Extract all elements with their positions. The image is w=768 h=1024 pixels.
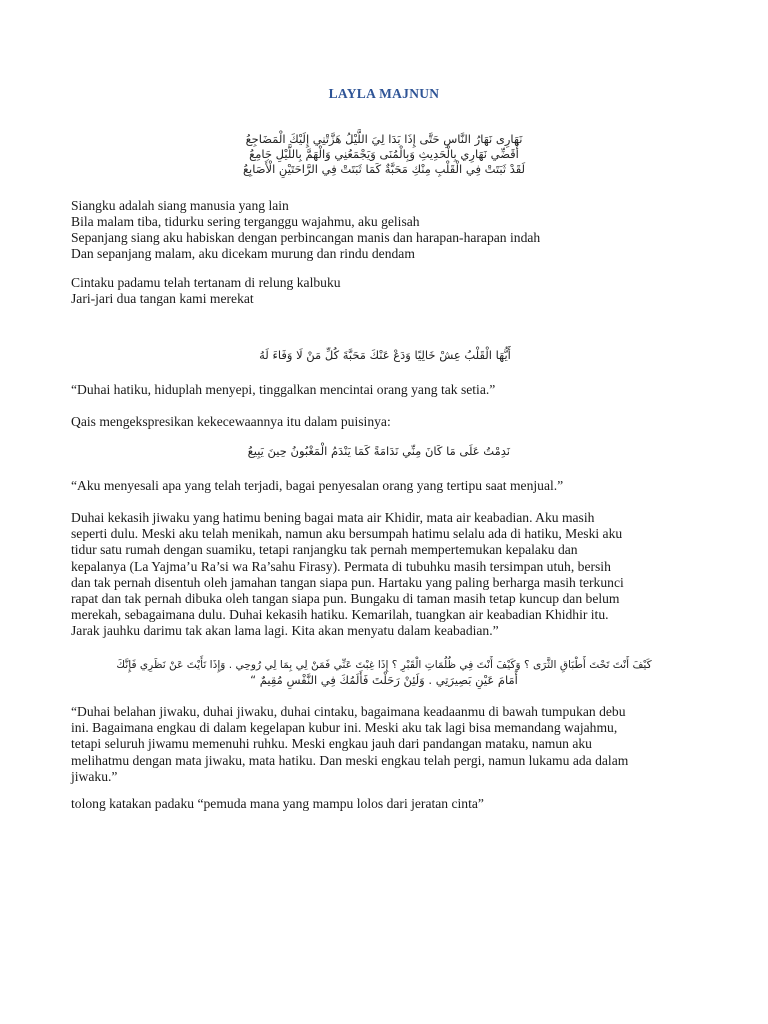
arabic-verse-3: نَدِمْتُ عَلَى مَا كَانَ مِنِّي نَدَامَةً كَمَا يَنْدَمُ الْمَغْبُونُ حِينَ يَبِيعُ [247,444,510,458]
document-title: LAYLA MAJNUN [328,86,440,101]
arabic-verse-4 [68,658,700,688]
translation-1: “Duhai hatiku, hiduplah menyepi, tinggalkan mencintai orang yang tak setia.” [71,382,496,397]
stanza-1 [71,198,711,262]
paragraph-line: Duhai kekasih jiwaku yang hatimu bening bagai mata air Khidir, mata air keabadian. Aku masih [71,510,595,525]
paragraph-line: seperti dulu. Meski aku telah menikah, namun aku bersumpah hatimu selalu ada di hatiku, Meski aku [71,526,623,542]
stanza-line: Siangku adalah siang manusia yang lain [71,198,289,213]
stanza-2 [71,275,711,307]
stanza-line: Bila malam tiba, tidurku sering terganggu wajahmu, aku gelisah [71,214,420,229]
paragraph-line: merekah, sebagaimana dulu. Duhai kekasih hatiku. Kemarilah, tuangkan air keabadian Khidhir itu. [71,607,609,623]
arabic-verse-line: كَيْفَ أَنْتَ تَحْتَ أَطْبَاقِ الثَّرَى ؟ وَكَيْفَ أَنْتَ فِي ظُلُمَاتِ الْقَبْرِ ؟ إِذَا غِبْتَ عَنِّي فَمَنْ لِي بِمَا لِي رُوحِي . وَإِذَا نَأَيْتَ عَنْ نَظَرِي فَإِنَّكَ [116,659,652,671]
paragraph-line: kepalanya (La Yajma’u Ra’si wa Ra’sahu Firasy). Permata di tubuhku masih tersimpan utuh, bersih [71,558,611,574]
paragraph-line: dan tak pernah disentuh oleh jamahan tangan siapa pun. Hartaku yang paling berharga masih terkunci [71,574,624,590]
qais-intro: Qais mengekspresikan kekecewaannya itu dalam puisinya: [71,414,391,429]
paragraph-line: tidur satu rumah dengan suamiku, tetapi ranjangku tak pernah mempertemukan kepalaku dan [71,542,578,558]
paragraph-line: melihatmu dengan mata jiwaku, mata hatiku. Dan meski engkau telah pergi, namun lukamu ada dalam [71,752,629,768]
arabic-verse-2: أَيُّهَا الْقَلْبُ عِشْ خَالِيًا وَدَعْ عَنْكَ مَحَبَّةَ كُلِّ مَنْ لَا وَفَاءَ لَهُ [259,348,511,362]
paragraph-line: “Duhai belahan jiwaku, duhai jiwaku, duhai cintaku, bagaimana keadaanmu di bawah tumpukan debu [71,704,626,719]
paragraph-1 [71,510,719,640]
arabic-verse-line: أَمَامَ عَيْنِ بَصِيرَتِي . وَلَئِنْ رَحَلْتَ فَأَلَمُكَ فِي النَّفْسِ مُقِيمٌ “ [250,673,518,687]
arabic-verse-line: نَهَارِى نَهَارُ النَّاسِ حَتَّى إِذَا بَدَا لِيَ اللَّيْلُ هَزَّتْنِي إِلَيْكَ الْمَضَاجِعُ [245,132,523,146]
paragraph-line: rapat dan tak pernah dibuka oleh tangan siapa pun. Bungaku di taman masih tetap kuncup dan belum [71,591,620,607]
paragraph-line: tetapi seluruh jiwamu memenuhi ruhku. Meski engkau jauh dari pandangan mataku, namun aku [71,736,592,752]
paragraph-line: jiwaku.” [71,768,118,784]
stanza-line: Cintaku padamu telah tertanam di relung kalbuku [71,275,341,290]
stanza-line: Sepanjang siang aku habiskan dengan perbincangan manis dan harapan-harapan indah [71,230,541,245]
translation-2: “Aku menyesali apa yang telah terjadi, bagai penyesalan orang yang tertipu saat menjual.” [71,478,564,493]
stanza-line: Dan sepanjang malam, aku dicekam murung dan rindu dendam [71,246,415,261]
stanza-line: Jari-jari dua tangan kami merekat [71,291,254,306]
paragraph-line: Jarak jauhku darimu tak akan lama lagi. Kita akan menyatu dalam keabadian.” [71,623,499,639]
arabic-verse-line: أُقَضِّي نَهَارِي بِالْحَدِيثِ وَبِالْمُنَى وَيَجْمَعُنِي وَالْهَمَّ بِاللَّيْلِ جَامِعُ [249,147,519,161]
arabic-verse-1 [160,132,608,177]
paragraph-2 [71,704,719,785]
closing-line: tolong katakan padaku “pemuda mana yang mampu lolos dari jeratan cinta” [71,796,484,811]
arabic-verse-line: لَقَدْ ثَبَتَتْ فِي الْقَلْبِ مِنْكِ مَحَبَّةٌ كَمَا ثَبَتَتْ فِي الرَّاحَتَيْنِ الْأَصَابِعُ [242,162,526,176]
paragraph-line: ini. Bagaimana engkau di dalam kegelapan kubur ini. Meski aku tak lagi bisa memandang wajahmu, [71,720,618,736]
